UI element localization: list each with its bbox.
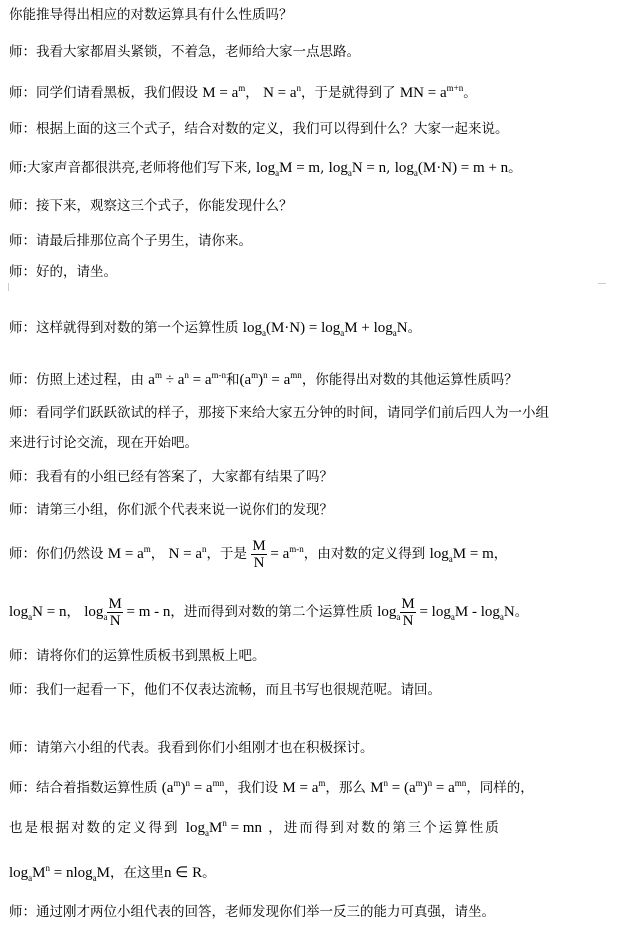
text-line: 师：请第六小组的代表。我看到你们小组刚才也在积极探讨。	[9, 740, 374, 756]
text-line: 师：仿照上述过程，由 $a^m \div a^n = a^{m-n}$和$(a^m)^n = a^{mn}$，你能得出对数的其他运算性质吗？	[9, 370, 518, 388]
fraction: $\frac{M}{N}$	[401, 596, 415, 629]
text-segment: 也是根据对数的定义得到	[9, 820, 186, 836]
text-line: $\log_aN = n$， $\log_a$ $\frac{M}{N}$ = m - n，进而得到对数的第二个运算性质 $\log_a$ $\frac{M}{N}$ = $\log_aM - \log_aN$。	[9, 596, 529, 629]
text-line: 师：通过刚才两位小组代表的回答，老师发现你们举一反三的能力可真强，请坐。	[9, 904, 495, 920]
math-expr: $\log_aM^n$ = mn	[185, 818, 262, 838]
text-line: 师:大家声音都很洪亮,老师将他们写下来, $\log_aM = m$, $\log_aN = n$, $\log_a(M\cdot N) = m + n$。	[9, 160, 522, 178]
text-line: 师：你们仍然设 $M = a^m$， $N = a^n$，于是 $\frac{M}{N}$ = $a^{m-n}$，由对数的定义得到 $\log_aM = m$，	[9, 538, 508, 571]
page-corner-mark	[8, 283, 16, 291]
math-expr: $\log_aM = m$	[429, 546, 494, 564]
math-expr: $M = a^m$	[202, 83, 246, 101]
math-expr: $(a^m)^n = a^{mn}$	[161, 778, 225, 796]
text-line: 师：请最后排那位高个子男生，请你来。	[9, 233, 252, 249]
math-expr: $\log_aN = n$	[9, 604, 67, 622]
math-expr: $\log_a$	[377, 604, 401, 622]
fraction: $\frac{M}{N}$	[252, 538, 266, 571]
fraction: $\frac{M}{N}$	[108, 596, 122, 629]
text-line: 你能推导得出相应的对数运算具有什么性质吗？	[9, 7, 293, 23]
text-line: 来进行讨论交流，现在开始吧。	[9, 435, 198, 451]
text-line: 师：接下来，观察这三个式子，你能发现什么？	[9, 198, 293, 214]
math-expr: $M^n = (a^m)^n = a^{mn}$	[370, 778, 467, 796]
text-segment: 师：同学们请看黑板，我们假设	[9, 85, 198, 101]
page-corner-mark	[598, 283, 606, 291]
math-expr: $\log_a(M\cdot N) = \log_aM + \log_aN$	[242, 320, 408, 338]
text-line: 师：同学们请看黑板，我们假设 $M = a^m$， $N = a^n$，于是就得到了 MN = $a^{m+n}$。	[9, 83, 477, 101]
math-expr: MN = $a^{m+n}$	[399, 83, 464, 101]
text-line: 师：请第三小组，你们派个代表来说一说你们的发现？	[9, 502, 333, 518]
math-expr: n ∈ R	[164, 865, 203, 881]
text-line: 师：我看有的小组已经有答案了，大家都有结果了吗？	[9, 469, 333, 485]
math-expr: $\log_aN = n$	[328, 160, 387, 178]
math-expr: $\log_aM^n = nlog_aM$	[9, 863, 110, 883]
text-line: 师：请将你们的运算性质板书到黑板上吧。	[9, 648, 266, 664]
text-segment: ，进而得到对数的第三个运算性质	[261, 820, 501, 836]
text-line: 师：好的，请坐。	[9, 264, 117, 280]
text-line: 师：看同学们跃跃欲试的样子，那接下来给大家五分钟的时间，请同学们前后四人为一小组	[9, 405, 549, 421]
math-expr: $\log_a$	[84, 604, 108, 622]
text-line: $\log_aM^n = nlog_aM$，在这里n ∈ R。	[9, 863, 216, 883]
math-expr: $\log_aM = m$	[255, 160, 321, 178]
text-line: 师：我看大家都眉头紧锁，不着急，老师给大家一点思路。	[9, 44, 360, 60]
text-line: 师：我们一起看一下，他们不仅表达流畅，而且书写也很规范呢。请回。	[9, 682, 441, 698]
text-line: 师：这样就得到对数的第一个运算性质 $\log_a(M\cdot N) = \log_aM + \log_aN$。	[9, 320, 422, 338]
math-expr: $\log_a(M\cdot N) = m + n$	[394, 160, 509, 178]
math-expr: $M = a^m$	[107, 544, 151, 562]
math-expr: $N = a^n$	[263, 83, 302, 101]
math-expr: $a^m \div a^n = a^{m-n}$	[148, 370, 226, 388]
text-line	[9, 818, 501, 838]
text-line: 师：结合着指数运算性质 $(a^m)^n = a^{mn}$，我们设 $M = a^m$，那么 $M^n = (a^m)^n = a^{mn}$，同样的，	[9, 778, 534, 796]
math-expr: $M = a^m$	[282, 778, 326, 796]
math-expr: $N = a^n$	[168, 544, 207, 562]
text-line: 师：根据上面的这三个式子，结合对数的定义，我们可以得到什么？大家一起来说。	[9, 121, 509, 137]
math-expr: $(a^m)^n = a^{mn}$	[239, 370, 302, 388]
